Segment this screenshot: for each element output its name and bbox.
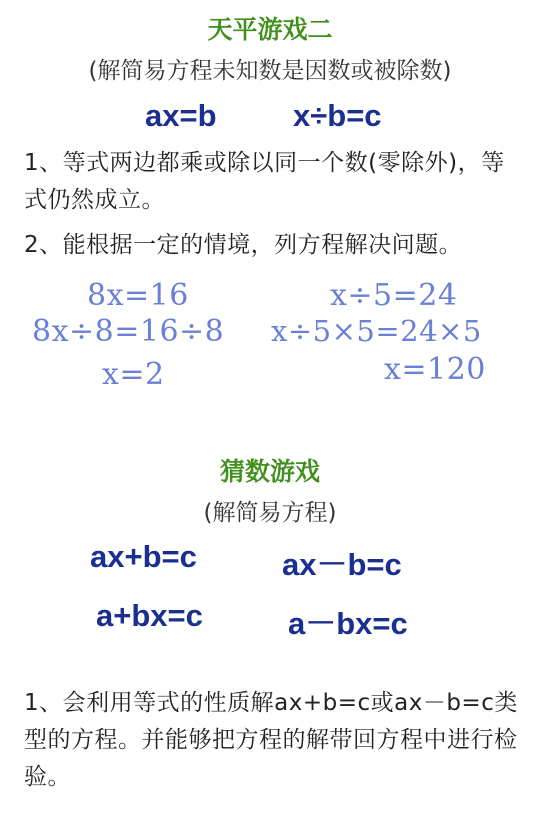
section1-point-1: 1、等式两边都乘或除以同一个数(零除外)，等式仍然成立。	[24, 150, 505, 213]
section1-subtitle: (解简易方程未知数是因数或被除数)	[88, 58, 452, 84]
handwritten-right-line-3: x=120	[384, 352, 486, 387]
section2-point-1: 1、会利用等式的性质解ax+b=c或ax－b=c类型的方程。并能够把方程的解带回方程中进行检验。	[24, 690, 518, 790]
formula-ax-minus-b-c: ax－b=c	[282, 547, 402, 582]
handwritten-right-line-1: x÷5=24	[330, 278, 458, 313]
handwritten-left-line-2: 8x÷8=16÷8	[32, 314, 225, 349]
handwritten-left-line-1: 8x=16	[87, 278, 189, 313]
section2-subtitle: (解简易方程)	[203, 500, 337, 526]
section1-point-2: 2、能根据一定的情境，列方程解决问题。	[24, 232, 463, 258]
handwritten-left-line-3: x=2	[102, 357, 165, 392]
formula-a-plus-bx-c: a+bx=c	[96, 598, 203, 633]
handwritten-right-line-2: x÷5×5=24×5	[271, 314, 482, 348]
section1-title: 天平游戏二	[207, 15, 333, 44]
formula-ax-plus-b-c: ax+b=c	[90, 539, 197, 574]
formula-a-minus-bx-c: a－bx=c	[288, 606, 408, 641]
formula-x-div-b-c: x÷b=c	[293, 98, 382, 133]
section2-title: 猜数游戏	[219, 457, 320, 486]
formula-ax-b: ax=b	[145, 98, 217, 133]
